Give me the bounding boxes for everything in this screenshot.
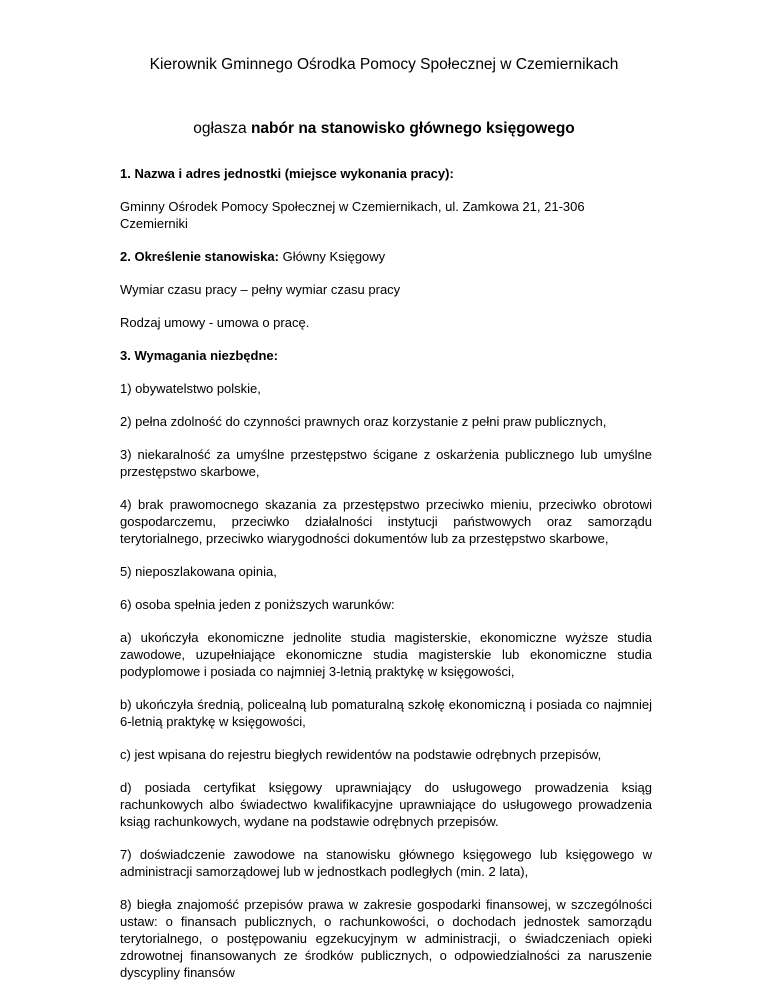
section-2-heading: [120, 248, 652, 265]
requirement-3: 3) niekaralność za umyślne przestępstwo ścigane z oskarżenia publicznego lub umyślne przestępstwo skarbowe,: [120, 447, 652, 479]
working-time: Wymiar czasu pracy – pełny wymiar czasu pracy: [120, 282, 401, 297]
announcement-issuer: Kierownik Gminnego Ośrodka Pomocy Społecznej w Czemiernikach: [149, 56, 619, 73]
requirement-7: 7) doświadczenie zawodowe na stanowisku głównego księgowego lub księgowego w administracji samorządowej lub w jednostkach podległych (min. 2 lata),: [120, 847, 652, 879]
announcement-title-prefix: ogłasza: [193, 120, 251, 137]
requirement-8: 8) biegła znajomość przepisów prawa w zakresie gospodarki finansowej, w szczególności ustaw: o finansach publicznych, o rachunkowości, o dochodach jednostek samorządu terytorialnego, o postępowaniu egzekucyjnym w administracji, o świadczeniach opieki zdrowotnej finansowanych ze środków publicznych, o odpowiedzialności za naruszenie dyscypliny finansów: [120, 897, 652, 980]
requirement-6: 6) osoba spełnia jeden z poniższych warunków:: [120, 597, 395, 612]
section-3-heading: [120, 347, 652, 364]
requirement-1: 1) obywatelstwo polskie,: [120, 381, 261, 396]
position-name: Główny Księgowy: [278, 249, 386, 264]
announcement-title-bold: nabór na stanowisko głównego księgowego: [250, 120, 575, 137]
requirement-6b: b) ukończyła średnią, policealną lub pomaturalną szkołę ekonomiczną i posiada co najmniej 6-letnią praktykę w księgowości,: [120, 697, 652, 729]
requirement-2: 2) pełna zdolność do czynności prawnych oraz korzystanie z pełni praw publicznych,: [120, 414, 607, 429]
institution-address: Gminny Ośrodek Pomocy Społecznej w Czemiernikach, ul. Zamkowa 21, 21-306 Czemierniki: [120, 199, 585, 231]
requirement-4: 4) brak prawomocnego skazania za przestępstwo przeciwko mieniu, przeciwko obrotowi gospodarczemu, przeciwko działalności instytucji państwowych oraz samorządu terytorialnego, przeciwko wiarygodności dokumentów lub za przestępstwo skarbowe,: [120, 497, 652, 546]
requirement-6d: d) posiada certyfikat księgowy uprawniający do usługowego prowadzenia ksiąg rachunkowych albo świadectwo kwalifikacyjne uprawniające do usługowego prowadzenia ksiąg rachunkowych, wydane na podstawie odrębnych przepisów.: [120, 780, 652, 829]
document-body: [120, 165, 652, 997]
contract-type: Rodzaj umowy - umowa o pracę.: [120, 315, 310, 330]
requirement-5: 5) nieposzlakowana opinia,: [120, 564, 277, 579]
announcement-title: [0, 120, 768, 138]
requirement-6c: c) jest wpisana do rejestru biegłych rewidentów na podstawie odrębnych przepisów,: [120, 747, 602, 762]
requirement-6a: a) ukończyła ekonomiczne jednolite studia magisterskie, ekonomiczne wyższe studia zawodowe, uzupełniające ekonomiczne studia magisterskie lub ekonomiczne studia podyplomowe i posiada co najmniej 3-letnią praktykę w księgowości,: [120, 630, 652, 679]
section-3-title: 3. Wymagania niezbędne:: [120, 348, 278, 363]
section-1-title: 1. Nazwa i adres jednostki (miejsce wykonania pracy):: [120, 166, 454, 181]
section-2-title: 2. Określenie stanowiska:: [120, 249, 279, 264]
section-1-heading: [120, 165, 652, 182]
